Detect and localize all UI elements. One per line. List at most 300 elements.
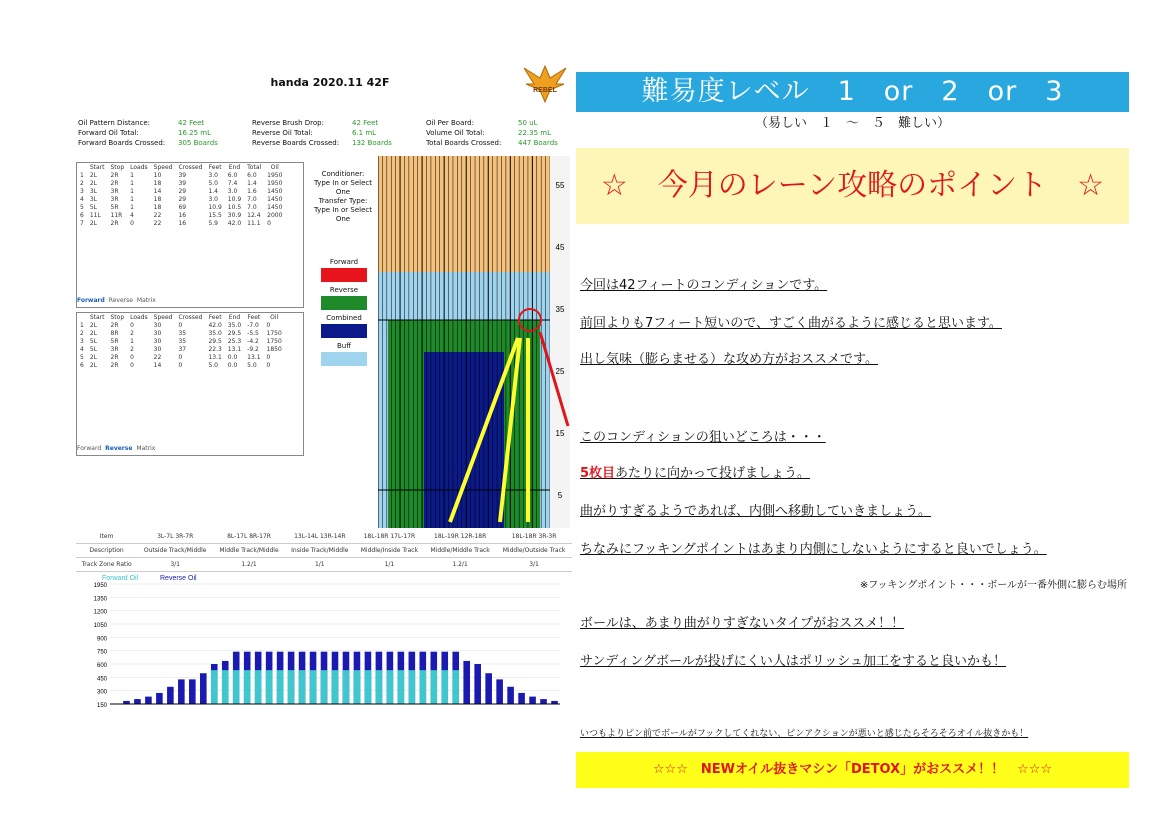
table-cell: 39 xyxy=(178,171,187,179)
forward-oil-bar xyxy=(354,670,361,704)
table-cell: -9.2 xyxy=(247,345,259,353)
table-cell: 29 xyxy=(178,195,187,203)
target-board: 5枚目 xyxy=(580,466,616,481)
table-header: Stop xyxy=(110,313,125,321)
table-cell: 5R xyxy=(110,337,119,345)
table-cell: 11.1 xyxy=(247,219,261,227)
lane-y-tick: 45 xyxy=(555,243,565,252)
row-number: 1 xyxy=(80,171,84,179)
zone-cell: 1/1 xyxy=(355,558,425,572)
forward-table-panel xyxy=(76,162,304,308)
forward-oil-bar xyxy=(310,670,317,704)
table-cell: 3.0 xyxy=(208,195,218,203)
rebel-logo xyxy=(520,62,570,106)
difficulty-banner: 難易度レベル 1 or 2 or 3 xyxy=(576,72,1129,112)
table-cell: 1750 xyxy=(266,329,282,337)
sheet-tab-reverse[interactable]: Reverse xyxy=(105,445,133,452)
conditioner-label: Type In or Select xyxy=(313,179,372,187)
table-cell: 3L xyxy=(89,195,97,203)
zone-cell: 18L-18R 17L-17R xyxy=(355,530,425,544)
table-cell: 1450 xyxy=(267,195,283,203)
conditioner-labels xyxy=(308,170,378,224)
table-cell: 10 xyxy=(153,171,162,179)
reverse-oil-bar xyxy=(529,697,536,704)
table-cell: 30 xyxy=(153,329,162,337)
table-cell: 5R xyxy=(110,203,119,211)
table-cell: 2R xyxy=(110,171,119,179)
reverse-oil-bar xyxy=(540,699,547,704)
table-cell: 0 xyxy=(266,321,271,329)
table-cell: 2R xyxy=(110,321,119,329)
table-corner xyxy=(77,313,87,321)
summary-value: 305 Boards xyxy=(178,139,218,147)
table-cell: 22 xyxy=(153,211,162,219)
reverse-oil-bar xyxy=(167,687,174,704)
pattern-summary xyxy=(76,116,574,154)
table-cell: 22 xyxy=(153,353,162,361)
table-row xyxy=(77,211,285,219)
target-heading: このコンディションの狙いどころは・・・ xyxy=(580,430,826,445)
table-cell: 12.4 xyxy=(247,211,261,219)
table-cell: 2L xyxy=(89,321,97,329)
table-cell: 6.0 xyxy=(247,171,257,179)
oil-y-tick: 1950 xyxy=(93,583,107,589)
table-cell: 3.0 xyxy=(208,171,218,179)
zone-cell: 1.2/1 xyxy=(424,558,496,572)
sheet-tab-matrix[interactable]: Matrix xyxy=(136,297,156,304)
table-cell: 0 xyxy=(178,353,183,361)
sheet-tab-reverse[interactable]: Reverse xyxy=(108,297,133,304)
legend-swatch xyxy=(321,324,367,338)
summary-label: Volume Oil Total: xyxy=(426,129,485,137)
table-cell: 13.1 xyxy=(208,353,222,361)
table-cell: 10.9 xyxy=(227,195,242,203)
sheet-tab-forward[interactable]: Forward xyxy=(77,297,105,304)
table-cell: 2R xyxy=(110,219,119,227)
reverse-oil-bar xyxy=(189,679,196,704)
table-cell: 0.0 xyxy=(227,353,238,361)
zone-cell: 3/1 xyxy=(137,558,213,572)
table-cell: 30.9 xyxy=(227,211,242,219)
zone-cell: 8L-17L 8R-17R xyxy=(213,530,285,544)
summary-col-2 xyxy=(252,118,412,148)
zone-cell: 3/1 xyxy=(496,558,572,572)
table-cell: 22 xyxy=(153,219,162,227)
table-cell: 30 xyxy=(153,337,162,345)
table-cell: 2L xyxy=(89,171,97,179)
forward-oil-bar xyxy=(376,670,383,704)
zone-cell: 18L-18R 3R-3R xyxy=(496,530,572,544)
difficulty-scale: （易しい １ ～ ５ 難しい） xyxy=(754,116,950,131)
oil-y-tick: 300 xyxy=(96,689,107,696)
table-cell: 1.4 xyxy=(247,179,257,187)
summary-col-3 xyxy=(426,118,574,148)
table-cell: 11R xyxy=(110,211,123,219)
table-cell: 13.1 xyxy=(227,345,242,353)
reverse-oil-bar xyxy=(178,679,185,704)
table-header: Loads xyxy=(130,163,148,171)
table-header: Loads xyxy=(130,313,148,321)
table-cell: 14 xyxy=(153,361,162,369)
reverse-oil-bar xyxy=(145,697,152,704)
table-header: Stop xyxy=(110,163,125,171)
reverse-oil-bar xyxy=(463,661,470,704)
table-corner xyxy=(77,163,87,171)
table-row xyxy=(77,321,285,329)
forward-oil-bar xyxy=(277,670,284,704)
summary-label: Oil Per Board: xyxy=(426,119,474,127)
summary-row xyxy=(252,118,412,128)
summary-row xyxy=(78,128,238,138)
summary-row xyxy=(426,128,574,138)
oil-removal-note: いつもよりピン前でボールがフックしてくれない、ピンアクションが悪いと感じたらそろそろオイル抜きかも！ xyxy=(580,729,1029,739)
forward-oil-bar xyxy=(343,670,350,704)
table-cell: 0.0 xyxy=(227,361,238,369)
summary-value: 16.25 mL xyxy=(178,129,211,137)
table-header: Feet xyxy=(208,163,222,171)
sheet-tab-forward[interactable]: Forward xyxy=(77,445,102,452)
oil-y-tick: 900 xyxy=(96,636,107,643)
sheet-tab-matrix[interactable]: Matrix xyxy=(136,445,156,452)
summary-label: Total Boards Crossed: xyxy=(426,139,502,147)
table-cell: 16 xyxy=(178,219,187,227)
lane-oil-chart xyxy=(378,156,570,528)
forward-oil-bar xyxy=(441,670,448,704)
table-cell: 3R xyxy=(110,187,119,195)
table-header: Speed xyxy=(153,313,173,321)
table-cell: 5.0 xyxy=(208,179,218,187)
summary-value: 42 Feet xyxy=(352,119,379,127)
legend-forward-oil: Forward Oil xyxy=(102,575,139,582)
table-cell: 29.5 xyxy=(227,329,242,337)
track-zone-table xyxy=(76,530,572,568)
table-row xyxy=(77,361,285,369)
zone-cell: 1.2/1 xyxy=(213,558,285,572)
forward-oil-bar xyxy=(299,670,306,704)
table-header: Crossed xyxy=(178,313,203,321)
table-cell: 2R xyxy=(110,353,119,361)
legend-label: Forward xyxy=(329,258,359,266)
zone-cell: 18L-19R 12R-18R xyxy=(424,530,496,544)
table-cell: 7.4 xyxy=(227,179,238,187)
row-number: 6 xyxy=(80,361,84,369)
zone-row xyxy=(76,530,572,544)
table-cell: 30 xyxy=(153,321,162,329)
zone-row-label: Description xyxy=(76,544,137,558)
forward-oil-bar xyxy=(398,670,405,704)
table-header: End xyxy=(228,163,241,171)
forward-oil-bar xyxy=(332,670,339,704)
table-cell: 2R xyxy=(110,361,119,369)
table-cell: 1 xyxy=(130,337,134,345)
forward-oil-bar xyxy=(288,670,295,704)
table-cell: -7.0 xyxy=(247,321,259,329)
oil-y-tick: 450 xyxy=(96,676,107,683)
forward-oil-bar xyxy=(233,670,240,704)
table-cell: 5L xyxy=(89,345,97,353)
forward-oil-bar xyxy=(266,670,273,704)
note-line-2: 前回よりも7フィート短いので、すごく曲がるように感じると思います。 xyxy=(580,316,1002,331)
table-cell: 0 xyxy=(130,321,134,329)
note-line-4: 曲がりすぎるようであれば、内側へ移動していきましょう。 xyxy=(580,504,932,519)
conditioner-label: One xyxy=(335,215,351,223)
summary-label: Reverse Boards Crossed: xyxy=(252,139,340,147)
table-cell: 18 xyxy=(153,179,162,187)
forward-oil-bar xyxy=(222,670,229,704)
oil-y-tick: 750 xyxy=(96,649,107,656)
table-cell: 11L xyxy=(89,211,101,219)
forward-sheet-tabs xyxy=(77,297,160,307)
table-cell: 14 xyxy=(153,187,162,195)
row-number: 4 xyxy=(80,345,84,353)
legend-reverse-oil: Reverse Oil xyxy=(160,575,197,582)
row-number: 3 xyxy=(80,337,84,345)
table-cell: 1450 xyxy=(267,187,283,195)
table-cell: 2 xyxy=(130,345,134,353)
oil-y-tick: 1050 xyxy=(93,623,107,629)
table-cell: 5.9 xyxy=(208,219,218,227)
table-cell: 18 xyxy=(153,203,162,211)
table-cell: 1750 xyxy=(266,337,282,345)
table-header: Oil xyxy=(270,163,279,171)
zone-cell: Inside Track/Middle xyxy=(285,544,355,558)
table-row xyxy=(77,187,285,195)
target-rest: あたりに向かって投げましょう。 xyxy=(615,466,811,481)
table-cell: 2L xyxy=(89,329,97,337)
table-cell: 35 xyxy=(178,329,187,337)
table-row xyxy=(77,329,285,337)
summary-row xyxy=(252,138,412,148)
row-number: 2 xyxy=(80,329,84,337)
table-cell: 13.1 xyxy=(247,353,261,361)
zone-row xyxy=(76,544,572,558)
table-cell: 6.0 xyxy=(227,171,238,179)
conditioner-label: Transfer Type: xyxy=(318,197,368,205)
reverse-table xyxy=(77,313,285,369)
table-cell: 0 xyxy=(178,321,183,329)
report-title: handa 2020.11 42F xyxy=(270,76,390,89)
target-line xyxy=(580,462,810,481)
table-cell: 2R xyxy=(110,179,119,187)
table-cell: 10.9 xyxy=(208,203,222,211)
oil-y-tick: 150 xyxy=(96,703,107,708)
zone-cell: 3L-7L 3R-7R xyxy=(137,530,213,544)
zone-cell: Middle/Middle Track xyxy=(424,544,496,558)
conditioner-label: One xyxy=(335,188,351,196)
forward-oil-bar xyxy=(365,670,372,704)
logo-text: REBEL xyxy=(533,87,557,94)
lane-y-tick: 15 xyxy=(555,429,565,438)
table-cell: 37 xyxy=(178,345,187,353)
table-cell: 1950 xyxy=(267,171,283,179)
row-number: 1 xyxy=(80,321,84,329)
table-cell: 2L xyxy=(89,361,97,369)
table-cell: 3R xyxy=(110,195,119,203)
table-cell: 3.0 xyxy=(227,187,238,195)
reverse-oil-bar xyxy=(200,673,207,704)
conditioner-label: Type In or Select xyxy=(313,206,372,214)
summary-value: 6.1 mL xyxy=(352,129,377,137)
table-cell: 1 xyxy=(130,187,134,195)
forward-oil-bar xyxy=(420,670,427,704)
row-number: 3 xyxy=(80,187,84,195)
table-header: Feet xyxy=(208,313,222,321)
reverse-oil-bar xyxy=(134,699,141,704)
legend-label: Reverse xyxy=(329,286,359,294)
table-cell: 5.0 xyxy=(247,361,257,369)
legend-label: Combined xyxy=(326,314,362,322)
table-cell: 3L xyxy=(89,187,97,195)
summary-row xyxy=(252,128,412,138)
ball-recommendation: ボールは、あまり曲がりすぎないタイプがおススメ！！ xyxy=(580,616,905,631)
forward-oil-bar xyxy=(244,670,251,704)
lane-y-tick: 55 xyxy=(555,181,565,190)
forward-oil-bar xyxy=(387,670,394,704)
row-number: 6 xyxy=(80,211,84,219)
row-number: 4 xyxy=(80,195,84,203)
legend-label: Buff xyxy=(336,342,352,350)
summary-row xyxy=(78,138,238,148)
table-header: Speed xyxy=(153,163,173,171)
legend-swatch xyxy=(321,268,367,282)
row-number: 5 xyxy=(80,353,84,361)
table-cell: 15.5 xyxy=(208,211,222,219)
reverse-oil-bar xyxy=(156,693,163,704)
table-cell: 0 xyxy=(266,353,271,361)
forward-oil-bar xyxy=(255,670,262,704)
table-cell: 5.0 xyxy=(208,361,218,369)
summary-label: Forward Oil Total: xyxy=(78,129,139,137)
oil-per-board-chart xyxy=(76,570,572,708)
table-cell: 4 xyxy=(130,211,134,219)
summary-value: 132 Boards xyxy=(352,139,392,147)
table-cell: -4.2 xyxy=(247,337,259,345)
row-number: 2 xyxy=(80,179,84,187)
table-cell: 18 xyxy=(153,195,162,203)
summary-label: Oil Pattern Distance: xyxy=(78,119,150,127)
table-cell: 42.0 xyxy=(227,219,242,227)
table-cell: 29.5 xyxy=(208,337,222,345)
reverse-table-panel xyxy=(76,312,304,456)
summary-col-1 xyxy=(78,118,238,148)
summary-row xyxy=(78,118,238,128)
table-cell: 2L xyxy=(89,179,97,187)
table-cell: 2 xyxy=(130,329,134,337)
combined-oil-zone xyxy=(424,352,504,528)
reverse-sheet-tabs xyxy=(77,445,159,455)
legend-swatch xyxy=(321,296,367,310)
table-cell: 5L xyxy=(89,337,97,345)
table-cell: 1950 xyxy=(267,179,283,187)
color-legend xyxy=(316,258,372,370)
lane-strategy-banner: ☆ 今月のレーン攻略のポイント ☆ xyxy=(576,148,1129,224)
summary-label: Reverse Brush Drop: xyxy=(252,119,324,127)
table-cell: 5L xyxy=(89,203,97,211)
table-cell: 2L xyxy=(89,219,97,227)
table-cell: 16 xyxy=(178,211,187,219)
zone-cell: 13L-14L 13R-14R xyxy=(285,530,355,544)
forward-oil-bar xyxy=(409,670,416,704)
note-line-1: 今回は42フィートのコンディションです。 xyxy=(580,278,828,293)
summary-label: Forward Boards Crossed: xyxy=(78,139,166,147)
table-header: Crossed xyxy=(178,163,203,171)
table-cell: 8R xyxy=(110,329,119,337)
table-cell: 0 xyxy=(178,361,183,369)
table-header: End xyxy=(228,313,241,321)
table-cell: 0 xyxy=(266,361,271,369)
summary-value: 447 Boards xyxy=(518,139,558,147)
table-header: Total xyxy=(247,163,262,171)
reverse-oil-bar xyxy=(507,687,514,704)
summary-row xyxy=(426,118,574,128)
row-number: 7 xyxy=(80,219,84,227)
conditioner-label: Conditioner: xyxy=(321,170,365,178)
lane-y-tick: 35 xyxy=(555,305,565,314)
table-cell: 69 xyxy=(178,203,187,211)
summary-value: 42 Feet xyxy=(178,119,205,127)
zone-row-label: Item xyxy=(76,530,137,544)
table-cell: 25.3 xyxy=(227,337,242,345)
forward-oil-bar xyxy=(211,670,218,704)
table-cell: 1.6 xyxy=(247,187,257,195)
table-cell: 1 xyxy=(130,195,134,203)
table-cell: 1 xyxy=(130,179,134,187)
table-header: Feet xyxy=(247,313,261,321)
table-cell: 3R xyxy=(110,345,119,353)
zone-cell: 1/1 xyxy=(285,558,355,572)
forward-oil-bar xyxy=(430,670,437,704)
table-row xyxy=(77,353,285,361)
table-cell: -5.5 xyxy=(247,329,259,337)
table-cell: 1450 xyxy=(267,203,283,211)
reverse-oil-bar xyxy=(496,679,503,704)
table-header: Start xyxy=(89,313,105,321)
table-cell: 22.3 xyxy=(208,345,222,353)
table-cell: 29 xyxy=(178,187,187,195)
forward-table xyxy=(77,163,285,227)
summary-value: 22.35 mL xyxy=(518,129,551,137)
table-header: Start xyxy=(89,163,105,171)
reverse-oil-bar xyxy=(518,693,525,704)
oil-y-tick: 1350 xyxy=(93,596,107,603)
sanding-tip: サンディングボールが投げにくい人はポリッシュ加工をすると良いかも！ xyxy=(580,654,1007,669)
table-cell: 1 xyxy=(130,203,134,211)
table-cell: 1.4 xyxy=(208,187,218,195)
forward-oil-bar xyxy=(452,670,459,704)
summary-value: 50 uL xyxy=(518,119,538,127)
table-cell: 0 xyxy=(130,361,134,369)
table-cell: 39 xyxy=(178,179,187,187)
table-cell: 1850 xyxy=(266,345,282,353)
reverse-oil-bar xyxy=(485,673,492,704)
table-cell: 10.5 xyxy=(227,203,242,211)
table-cell: 35 xyxy=(178,337,187,345)
table-cell: 0 xyxy=(267,219,271,227)
zone-cell: Outside Track/Middle xyxy=(137,544,213,558)
table-cell: 0 xyxy=(130,353,134,361)
zone-cell: Middle/Inside Track xyxy=(355,544,425,558)
y-axis-strip xyxy=(550,156,570,528)
summary-label: Reverse Oil Total: xyxy=(252,129,313,137)
table-header: Oil xyxy=(270,313,279,321)
lane-y-tick: 25 xyxy=(555,367,565,376)
table-cell: 7.0 xyxy=(247,203,257,211)
oil-y-tick: 1200 xyxy=(93,609,107,616)
zone-cell: Middle Track/Middle xyxy=(213,544,285,558)
table-row xyxy=(77,337,285,345)
hook-point-note: ※フッキングポイント・・・ボールが一番外側に膨らむ場所 xyxy=(859,580,1127,591)
row-number: 5 xyxy=(80,203,84,211)
